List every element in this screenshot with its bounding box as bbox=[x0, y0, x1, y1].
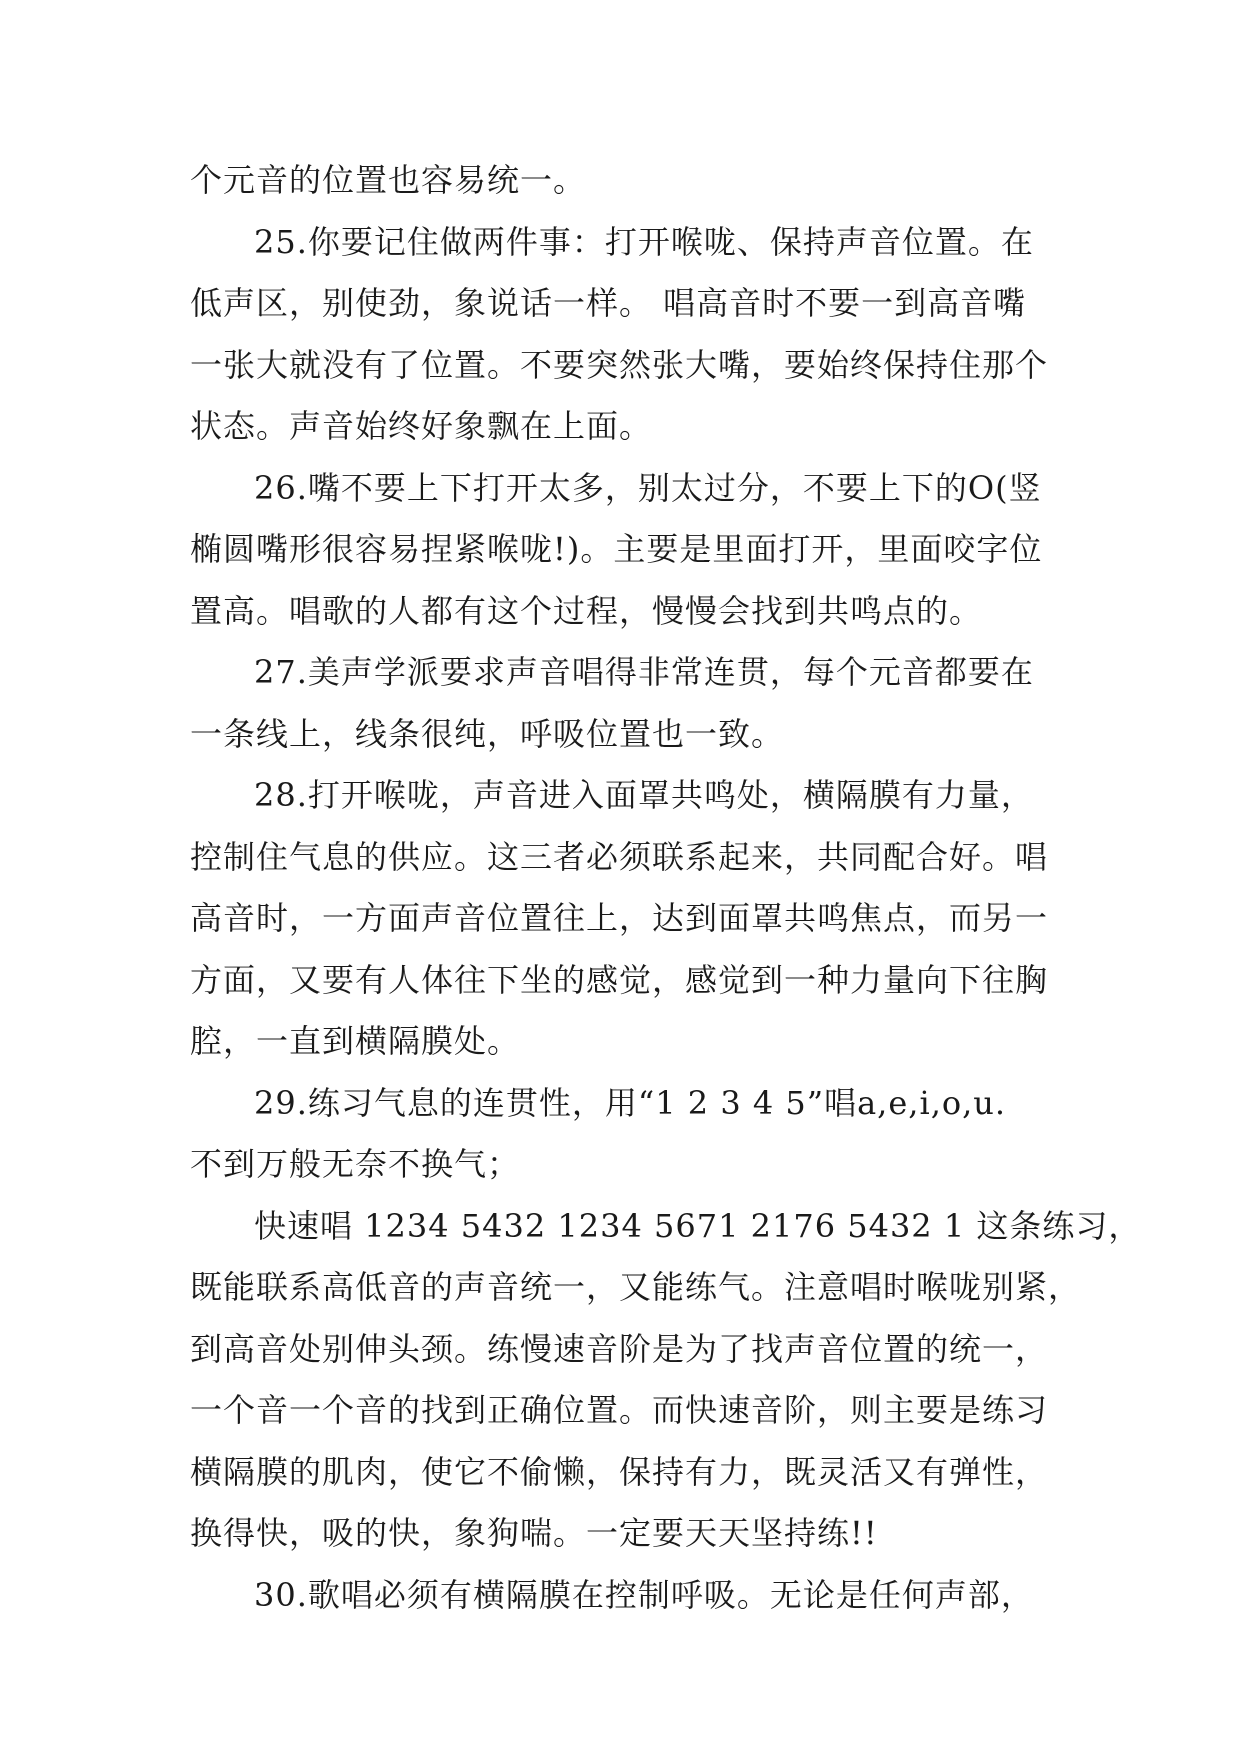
text-line: 高音时，一方面声音位置往上，达到面罩共鸣焦点，而另一 bbox=[190, 899, 1049, 937]
paragraph-30-start: 30.歌唱必须有横隔膜在控制呼吸。无论是任何声部， bbox=[254, 1575, 1034, 1614]
paragraph-26-start: 26.嘴不要上下打开太多，别太过分，不要上下的O(竖 bbox=[254, 468, 1042, 507]
text-line: 一条线上，线条很纯，呼吸位置也一致。 bbox=[190, 714, 785, 753]
text-line: 控制住气息的供应。这三者必须联系起来，共同配合好。唱 bbox=[190, 837, 1049, 876]
document-body bbox=[190, 150, 1142, 1626]
text-line: 不到万般无奈不换气； bbox=[190, 1145, 521, 1183]
paragraph-28-start: 28.打开喉咙，声音进入面罩共鸣处，横隔膜有力量， bbox=[254, 776, 1034, 814]
text-line: 横隔膜的肌肉，使它不偷懒，保持有力，既灵活又有弹性， bbox=[190, 1452, 1049, 1491]
text-line: 置高。唱歌的人都有这个过程，慢慢会找到共鸣点的。 bbox=[190, 591, 983, 630]
text-line: 低声区，别使劲，象说话一样。 唱高音时不要一到高音嘴 bbox=[190, 284, 1027, 322]
text-line: 一个音一个音的找到正确位置。而快速音阶，则主要是练习 bbox=[190, 1391, 1049, 1429]
text-line: 一张大就没有了位置。不要突然张大嘴，要始终保持住那个 bbox=[190, 345, 1049, 384]
exercise-paragraph-start: 快速唱 1234 5432 1234 5671 2176 5432 1 这条练习， bbox=[254, 1206, 1142, 1245]
text-line: 状态。声音始终好象飘在上面。 bbox=[190, 407, 653, 445]
paragraph-25-start: 25.你要记住做两件事：打开喉咙、保持声音位置。在 bbox=[254, 222, 1034, 261]
paragraph-27-start: 27.美声学派要求声音唱得非常连贯，每个元音都要在 bbox=[254, 653, 1034, 691]
text-line: 椭圆嘴形很容易捏紧喉咙!)。主要是里面打开，里面咬字位 bbox=[190, 530, 1043, 568]
paragraph-29-start: 29.练习气息的连贯性，用“1 2 3 4 5”唱a,e,i,o,u. bbox=[254, 1083, 1007, 1122]
text-line: 换得快，吸的快，象狗喘。一定要天天坚持练!! bbox=[190, 1514, 878, 1552]
text-line: 到高音处别伸头颈。练慢速音阶是为了找声音位置的统一， bbox=[190, 1329, 1049, 1368]
text-line: 腔，一直到横隔膜处。 bbox=[190, 1022, 521, 1060]
text-line: 既能联系高低音的声音统一，又能练气。注意唱时喉咙别紧， bbox=[190, 1268, 1082, 1306]
text-line: 方面，又要有人体往下坐的感觉，感觉到一种力量向下往胸 bbox=[190, 960, 1049, 999]
text-line: 个元音的位置也容易统一。 bbox=[190, 161, 587, 199]
